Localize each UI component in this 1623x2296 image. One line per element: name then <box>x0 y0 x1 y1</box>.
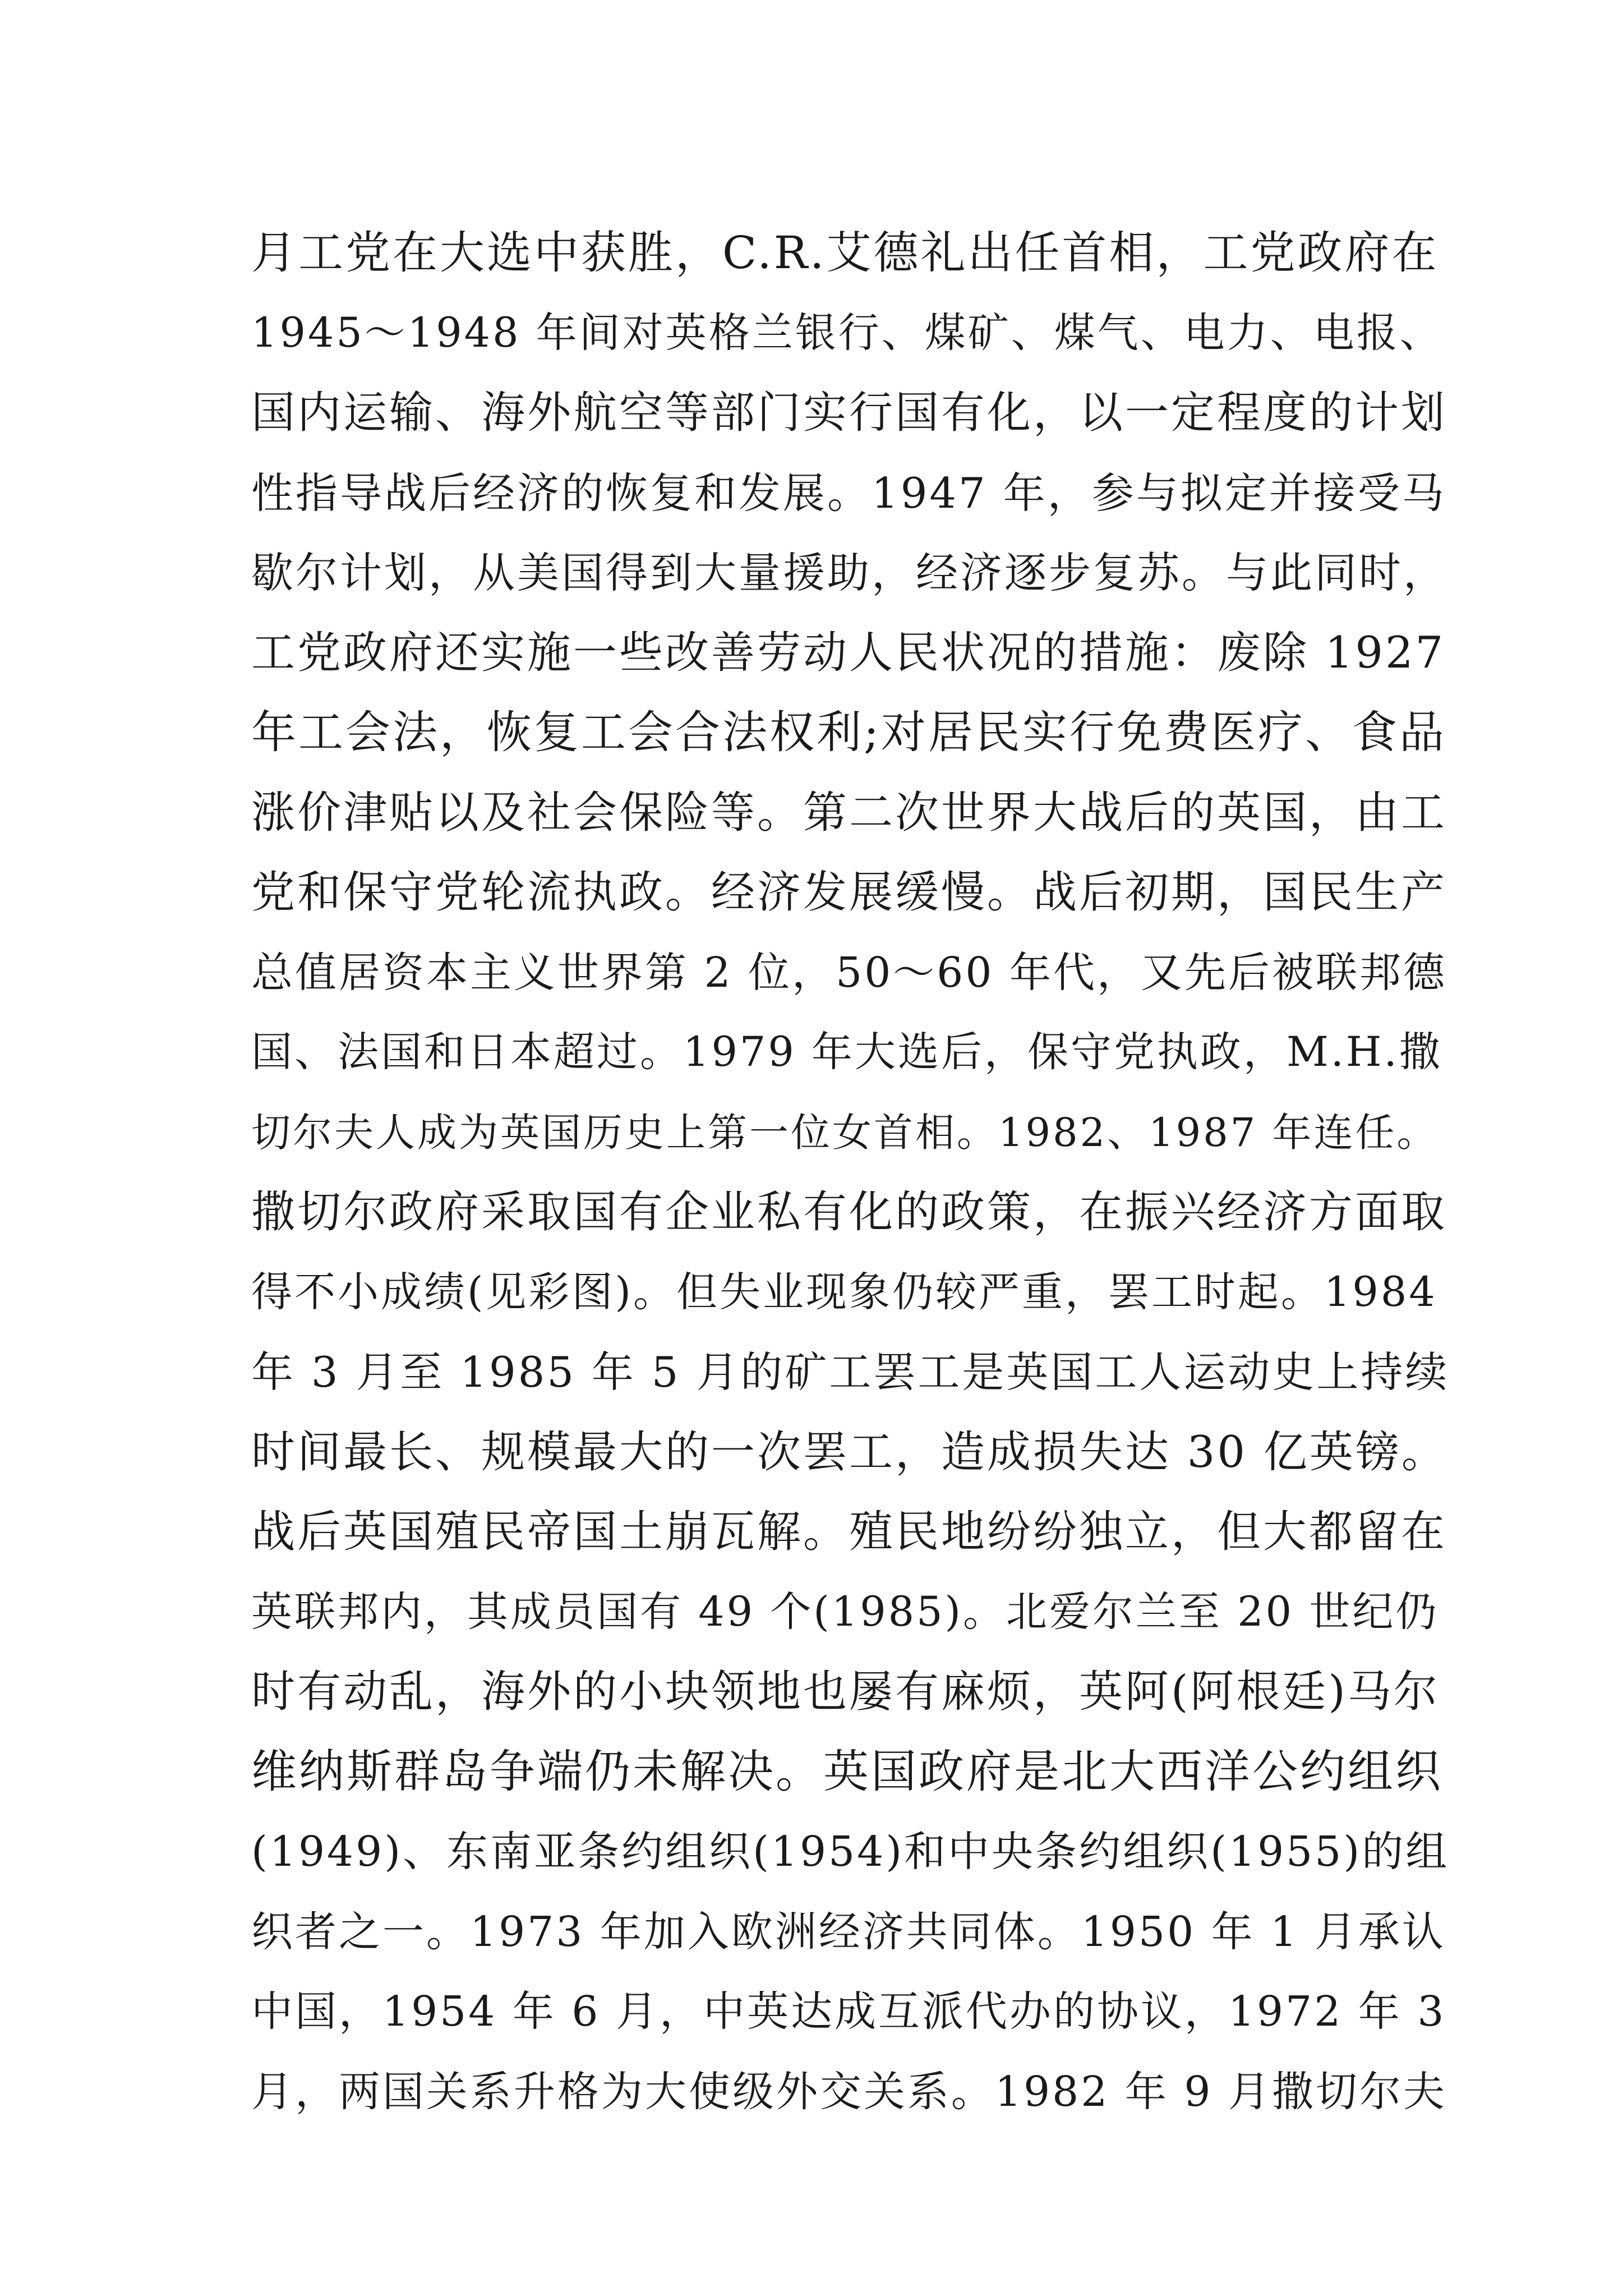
text-line: 得不小成绩(见彩图)。但失业现象仍较严重，罢工时起。1984 <box>251 1268 1437 1316</box>
text-line: 撒切尔政府采取国有企业私有化的政策，在振兴经济方面取 <box>251 1187 1447 1237</box>
text-line: 月工党在大选中获胜，C.R.艾德礼出任首相，工党政府在 <box>251 227 1439 279</box>
text-line: 国、法国和日本超过。1979 年大选后，保守党执政，M.H.撒 <box>251 1028 1442 1076</box>
text-line: 切尔夫人成为英国历史上第一位女首相。1982、1987 年连任。 <box>251 1109 1438 1156</box>
text-line: 党和保守党轮流执政。经济发展缓慢。战后初期，国民生产 <box>251 867 1447 918</box>
text-line: 年 3 月至 1985 年 5 月的矿工罢工是英国工人运动史上持续 <box>251 1347 1450 1397</box>
text-line: 英联邦内，其成员国有 49 个(1985)。北爱尔兰至 20 世纪仍 <box>251 1588 1439 1636</box>
text-line: 涨价津贴以及社会保险等。第二次世界大战后的英国，由工 <box>251 787 1447 838</box>
text-line: 1945～1948 年间对英格兰银行、煤矿、煤气、电力、电报、 <box>251 309 1443 357</box>
text-line: 总值居资本主义世界第 2 位，50～60 年代，又先后被联邦德 <box>251 948 1447 997</box>
text-line: 中国，1954 年 6 月，中英达成互派代办的协议，1972 年 3 <box>251 1987 1446 2036</box>
text-line: 年工会法，恢复工会合法权利;对居民实行免费医疗、食品 <box>251 706 1446 758</box>
text-line: 织者之一。1973 年加入欧洲经济共同体。1950 年 1 月承认 <box>251 1907 1446 1956</box>
text-line: 时有动乱，海外的小块领地也屡有麻烦，英阿(阿根廷)马尔 <box>251 1667 1440 1717</box>
body-text <box>251 213 1450 2132</box>
text-line: 时间最长、规模最大的一次罢工，造成损失达 30 亿英镑。 <box>251 1427 1447 1478</box>
text-line: 月，两国关系升格为大使级外交关系。1982 年 9 月撒切尔夫 <box>251 2067 1447 2116</box>
text-line: 国内运输、海外航空等部门实行国有化，以一定程度的计划 <box>251 388 1447 438</box>
text-line: 工党政府还实施一些改善劳动人民状况的措施：废除 1927 <box>251 627 1446 678</box>
text-line: 性指导战后经济的恢复和发展。1947 年，参与拟定并接受马 <box>251 468 1446 518</box>
text-line: 歇尔计划，从美国得到大量援助，经济逐步复苏。与此同时， <box>251 548 1448 597</box>
text-line: 战后英国殖民帝国土崩瓦解。殖民地纷纷独立，但大都留在 <box>251 1507 1447 1557</box>
text-line: 维纳斯群岛争端仍未解决。英国政府是北大西洋公约组织 <box>251 1745 1444 1798</box>
text-line: (1949)、东南亚条约组织(1954)和中央条约组织(1955)的组 <box>251 1828 1450 1876</box>
